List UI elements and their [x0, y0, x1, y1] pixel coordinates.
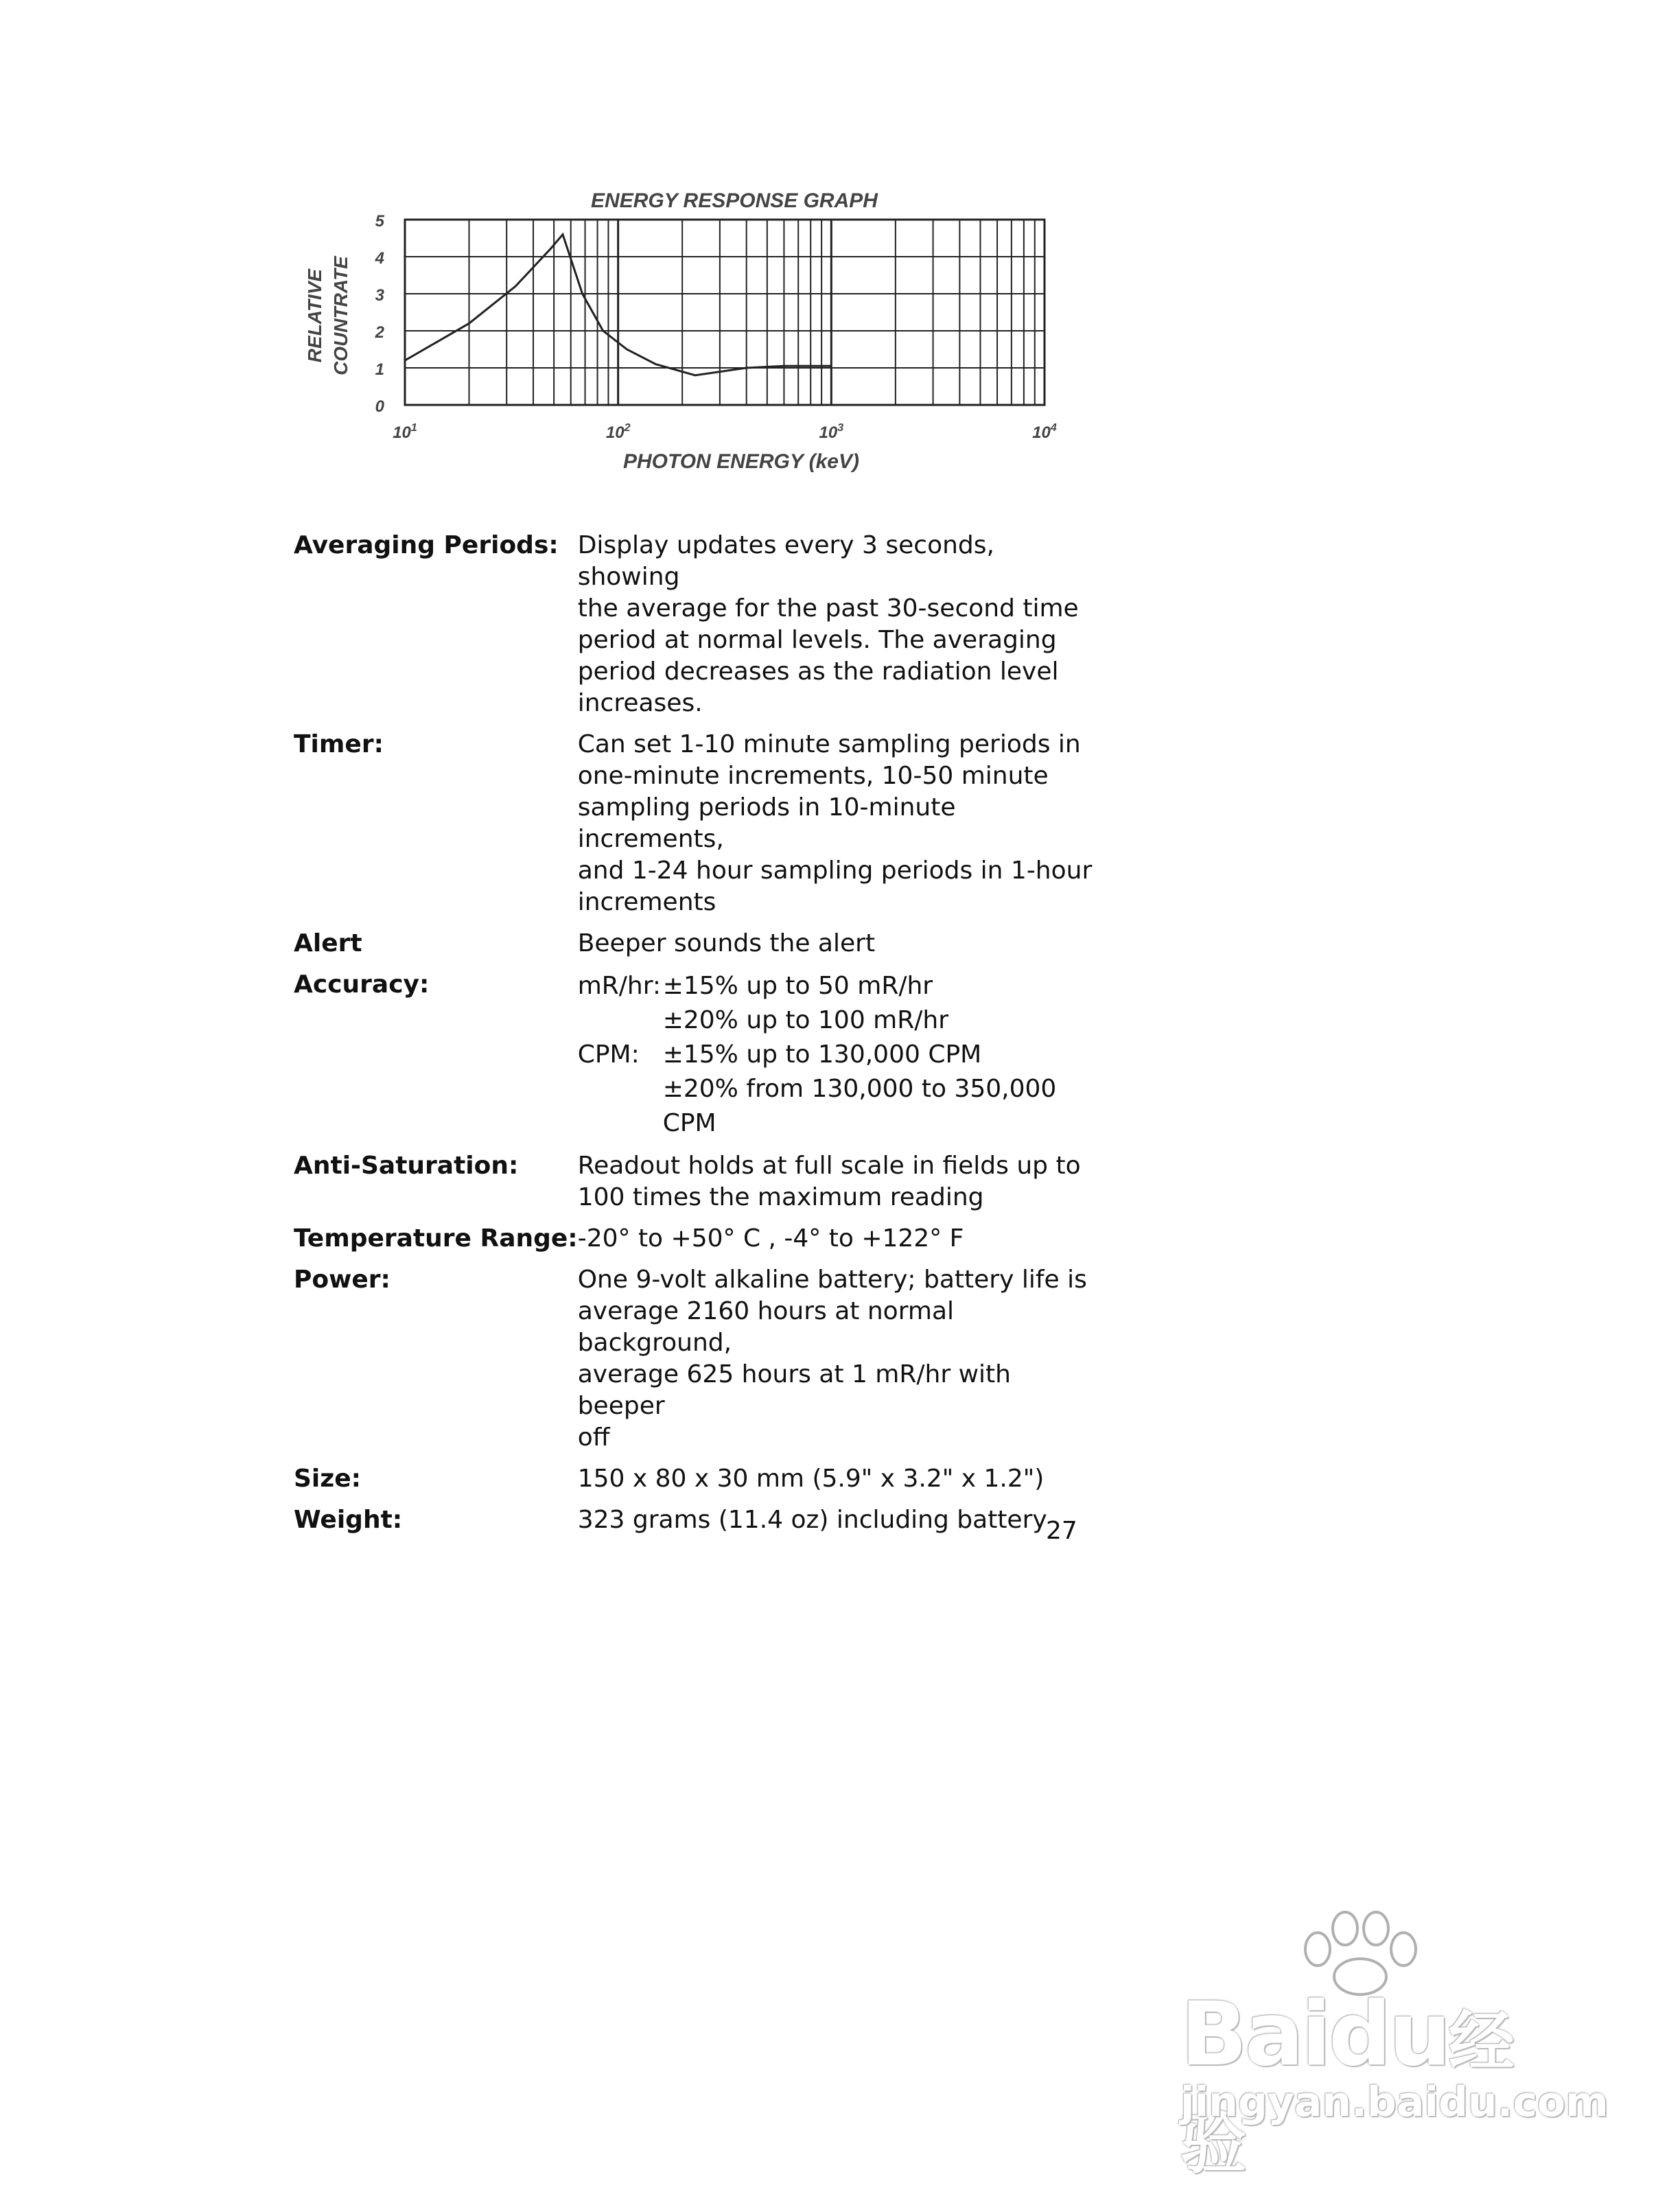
x-tick-label: $10^1$ [393, 422, 417, 442]
accuracy-unit-mr-hr: mR/hr: [577, 972, 662, 1000]
x-tick-label: $10^3$ [819, 422, 844, 442]
x-tick-label: $10^2$ [605, 422, 631, 442]
spec-label: Accuracy: [294, 970, 430, 999]
spec-row-accuracy [294, 969, 1104, 1150]
spec-value: Display updates every 3 seconds, showing the average for the past 30-second time period at normal levels. The averaging period decreases as the radiation level increases. [577, 531, 1079, 717]
spec-row-weight [294, 1504, 1104, 1546]
spec-row-timer [294, 729, 1104, 928]
baidu-logo: Baidu经验 [1180, 1983, 1515, 2183]
spec-label: Size: [294, 1465, 362, 1493]
energy-response-chart [295, 185, 1091, 487]
spec-label: Alert [294, 929, 362, 957]
spec-row-temperature-range [294, 1223, 1104, 1264]
x-tick-label: $10^4$ [1032, 422, 1057, 442]
spec-label: Power: [294, 1266, 390, 1294]
spec-row-power [294, 1264, 1104, 1463]
spec-value: Beeper sounds the alert [577, 929, 876, 957]
y-tick-label: 2 [375, 323, 384, 342]
spec-label: Temperature Range: [294, 1224, 578, 1253]
spec-value: 150 x 80 x 30 mm (5.9" x 3.2" x 1.2") [577, 1465, 1045, 1493]
spec-value: One 9-volt alkaline battery; battery life is average 2160 hours at normal background, average 625 hours at 1 mR/hr with beeper off [577, 1266, 1087, 1452]
spec-label: Weight: [294, 1506, 403, 1534]
accuracy-value: ±20% up to 100 mR/hr [662, 1006, 949, 1034]
y-tick-label: 4 [375, 249, 384, 268]
y-tick-labels [375, 212, 385, 416]
spec-value: -20° to +50° C , -4° to +122° F [577, 1224, 964, 1253]
spec-label: Anti-Saturation: [294, 1152, 519, 1180]
spec-row-averaging-periods [294, 530, 1104, 729]
accuracy-value: ±20% from 130,000 to 350,000 CPM [662, 1075, 1057, 1137]
spec-row-size [294, 1463, 1104, 1504]
spec-label: Averaging Periods: [294, 531, 559, 559]
y-tick-label: 5 [375, 212, 384, 231]
y-tick-label: 0 [375, 397, 384, 416]
spec-value [578, 969, 1104, 1150]
accuracy-value: ±15% up to 50 mR/hr [662, 972, 933, 1000]
baidu-jingyan-watermark [1180, 1908, 1609, 2183]
watermark-url: jingyan.baidu.com [1180, 2078, 1609, 2126]
chart-title: ENERGY RESPONSE GRAPH [591, 189, 878, 212]
y-axis-label-line2: COUNTRATE [330, 256, 351, 375]
spec-value: 323 grams (11.4 oz) including battery [577, 1506, 1047, 1534]
plot-border [405, 220, 1045, 405]
x-tick-labels [393, 422, 1057, 442]
spec-row-anti-saturation [294, 1150, 1104, 1223]
spec-label: Timer: [294, 730, 384, 758]
spec-value: Can set 1-10 minute sampling periods in one-minute increments, 10-50 minute sampling periods in 10-minute increments, and 1-24 hour sampling periods in 1-hour increments [577, 730, 1093, 916]
chart-grid [405, 220, 1045, 405]
accuracy-unit-cpm: CPM: [577, 1040, 640, 1069]
specifications-table [294, 530, 1104, 1546]
y-tick-label: 1 [375, 360, 384, 379]
y-tick-label: 3 [375, 286, 384, 305]
accuracy-grid [578, 969, 1104, 1141]
spec-row-alert [294, 928, 1104, 969]
page-number: 27 [1046, 1517, 1077, 1545]
spec-value: Readout holds at full scale in fields up to 100 times the maximum reading [577, 1152, 1081, 1211]
x-axis-label: PHOTON ENERGY (keV) [623, 450, 859, 473]
y-axis-label-line1: RELATIVE [304, 268, 325, 363]
accuracy-value: ±15% up to 130,000 CPM [662, 1040, 982, 1069]
